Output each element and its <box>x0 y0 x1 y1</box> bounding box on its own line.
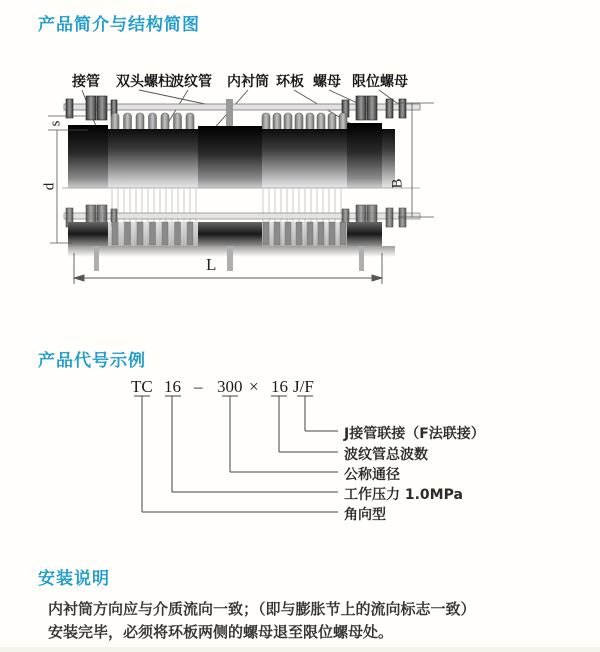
section-code-title: 产品代号示例 <box>38 351 146 371</box>
legend-angular: 角向型 <box>344 507 386 523</box>
inner-liner-band <box>198 126 262 188</box>
part-label-xianwei: 限位螺母 <box>352 74 408 90</box>
dim-label-s: s <box>47 120 64 127</box>
expansion-joint-diagram <box>48 90 434 284</box>
part-label-bowenguan: 波纹管 <box>170 74 212 90</box>
legend-wave-count: 波纹管总波数 <box>344 447 428 463</box>
section-intro-title: 产品简介与结构简图 <box>38 15 200 35</box>
code-token-type: TC <box>131 377 153 396</box>
code-token-conn: J/F <box>293 377 314 396</box>
legend-pressure: 工作压力 1.0MPa <box>344 487 463 503</box>
code-token-waves: 16 <box>271 377 288 396</box>
code-connector-lines <box>134 396 338 512</box>
dim-label-L: L <box>206 255 217 274</box>
dim-B <box>398 103 434 217</box>
upper-tie-rod <box>64 104 420 110</box>
legend-nominal-dia: 公称通径 <box>344 467 400 483</box>
part-label-shuangtou: 双头螺柱 <box>116 74 172 90</box>
code-token-pressure: 16 <box>164 377 181 396</box>
code-token-times: × <box>249 377 259 396</box>
dim-label-d: d <box>41 182 58 191</box>
right-collar <box>347 123 382 188</box>
part-label-luomu: 螺母 <box>313 74 341 90</box>
part-label-huanban: 环板 <box>276 74 304 90</box>
install-note-1: 内衬筒方向应与介质流向一致；（即与膨胀节上的流向标志一致） <box>48 600 476 618</box>
part-label-jieguan: 接管 <box>72 74 100 90</box>
section-install-title: 安装说明 <box>38 569 110 589</box>
page-bottom-strip <box>0 647 600 652</box>
legend-connection: J接管联接（F法联接） <box>344 426 485 442</box>
lower-tie-rod <box>64 213 420 219</box>
part-label-neichentong: 内衬筒 <box>227 74 269 90</box>
install-note-2: 安装完毕，必须将环板两侧的螺母退至限位螺母处。 <box>48 623 394 641</box>
code-token-dash: – <box>194 377 203 396</box>
code-token-dn: 300 <box>217 377 243 396</box>
left-collar <box>68 125 108 188</box>
dim-label-B: B <box>389 178 406 189</box>
center-pin <box>226 99 233 129</box>
